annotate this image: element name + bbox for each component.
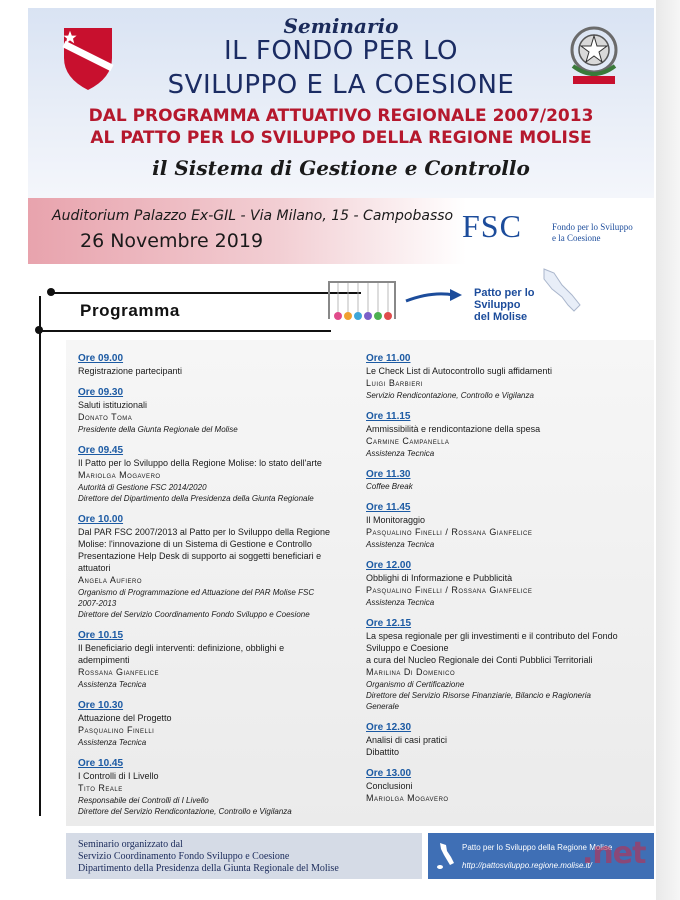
program-description: Le Check List di Autocontrollo sugli affidamenti xyxy=(366,366,552,376)
program-description: Il Monitoraggio xyxy=(366,515,426,525)
program-description: I Controlli di I Livello xyxy=(78,771,159,781)
program-speaker: Marilina Di Domenico xyxy=(366,667,456,677)
program-time: Ore 12.00 xyxy=(366,560,412,571)
program-role: Assistenza Tecnica xyxy=(78,738,147,747)
venue-band xyxy=(28,198,654,264)
program-time: Ore 11.45 xyxy=(366,502,411,513)
program-description: Sviluppo e Coesione xyxy=(366,643,449,653)
program-heading: Programma xyxy=(80,301,180,320)
poster-header xyxy=(28,8,654,198)
program-role: Coffee Break xyxy=(366,482,413,491)
program-role: Assistenza Tecnica xyxy=(366,449,435,458)
program-time: Ore 10.45 xyxy=(78,758,124,769)
program-speaker: Rossana Gianfelice xyxy=(78,667,160,677)
program-item xyxy=(366,767,651,805)
organizer-line1: Seminario organizzato dal xyxy=(78,839,183,850)
poster-subtitle-line1: DAL PROGRAMMA ATTUATIVO REGIONALE 2007/2013 xyxy=(88,106,594,126)
program-description: Attuazione del Progetto xyxy=(78,713,172,723)
program-role: Generale xyxy=(366,702,399,711)
program-item xyxy=(366,468,651,492)
program-role: Assistenza Tecnica xyxy=(366,598,435,607)
program-item xyxy=(366,721,651,758)
program-item xyxy=(366,410,651,459)
program-role: Organismo di Programmazione ed Attuazione del PAR Molise FSC xyxy=(78,588,315,597)
program-time: Ore 10.00 xyxy=(78,514,124,525)
newtons-cradle-graphic xyxy=(322,265,602,327)
program-role: Assistenza Tecnica xyxy=(78,680,147,689)
program-description: Molise: l'innovazione di un Sistema di Gestione e Controllo xyxy=(78,539,312,549)
program-description: adempimenti xyxy=(78,655,130,665)
program-item xyxy=(78,513,363,620)
program-role: Direttore del Servizio Coordinamento Fondo Sviluppo e Coesione xyxy=(78,610,310,619)
program-column-left xyxy=(78,352,363,826)
program-role: Autorità di Gestione FSC 2014/2020 xyxy=(78,483,207,492)
timeline-line xyxy=(39,296,41,816)
program-speaker: Carmine Campanella xyxy=(366,436,450,446)
program-speaker: Luigi Barbieri xyxy=(366,378,423,388)
watermark-logo: .net xyxy=(582,836,646,871)
timeline-dot xyxy=(35,326,43,334)
program-time: Ore 11.00 xyxy=(366,353,411,364)
program-description: Dibattito xyxy=(366,747,400,757)
page-edge xyxy=(656,0,680,900)
program-description: La spesa regionale per gli investimenti e il contributo del Fondo xyxy=(366,631,618,641)
program-description: Registrazione partecipanti xyxy=(78,366,183,376)
program-speaker: Mariolga Mogavero xyxy=(366,793,449,803)
program-item xyxy=(78,352,363,377)
fsc-logo-text: FSC xyxy=(462,208,522,244)
patto-banner xyxy=(322,265,602,327)
divider-heading xyxy=(39,330,331,332)
website-url-link[interactable]: http://pattosviluppo.regione.molise.it/ xyxy=(462,861,592,870)
seminar-kicker: Seminario xyxy=(283,14,399,38)
fsc-logo-subtitle xyxy=(552,222,633,244)
program-item xyxy=(366,559,651,608)
program-item xyxy=(78,444,363,504)
program-description: Dal PAR FSC 2007/2013 al Patto per lo Sviluppo della Regione xyxy=(78,527,330,537)
program-speaker: Pasqualino Finelli / Rossana Gianfelice xyxy=(366,527,533,537)
program-description: a cura del Nucleo Regionale dei Conti Pubblici Territoriali xyxy=(366,655,593,665)
organizer-line3: Dipartimento della Presidenza della Giunta Regionale del Molise xyxy=(78,863,339,874)
program-speaker: Pasqualino Finelli xyxy=(78,725,155,735)
program-description: Saluti istituzionali xyxy=(78,400,148,410)
program-time: Ore 12.30 xyxy=(366,722,412,733)
program-time: Ore 09.00 xyxy=(78,353,124,364)
program-speaker: Tito Reale xyxy=(78,783,123,793)
event-date: 26 Novembre 2019 xyxy=(80,230,264,252)
program-time: Ore 10.30 xyxy=(78,700,124,711)
program-time: Ore 09.45 xyxy=(78,445,124,456)
poster-title-line2: SVILUPPO E LA COESIONE xyxy=(167,70,515,100)
program-description: Presentazione Help Desk di supporto ai soggetti beneficiari e xyxy=(78,551,322,561)
program-item xyxy=(78,699,363,748)
program-time: Ore 10.15 xyxy=(78,630,124,641)
divider-dot xyxy=(47,288,55,296)
banner-line2: Sviluppo xyxy=(474,299,521,311)
program-role: Servizio Rendicontazione, Controllo e Vigilanza xyxy=(366,391,534,400)
program-item xyxy=(366,501,651,550)
program-item xyxy=(78,629,363,690)
program-role: Direttore del Servizio Rendicontazione, Controllo e Vigilanza xyxy=(78,807,292,816)
banner-line1: Patto per lo xyxy=(474,287,535,299)
program-description: Obblighi di Informazione e Pubblicità xyxy=(366,573,513,583)
program-column-right xyxy=(366,352,651,814)
program-role: Assistenza Tecnica xyxy=(366,540,435,549)
program-role: 2007-2013 xyxy=(78,599,117,608)
program-item xyxy=(78,386,363,435)
program-speaker: Angela Aufiero xyxy=(78,575,143,585)
program-description: Ammissibilità e rendicontazione della spesa xyxy=(366,424,541,434)
program-speaker: Donato Toma xyxy=(78,412,133,422)
program-item xyxy=(78,757,363,817)
patto-banner-label xyxy=(474,287,535,323)
program-role: Direttore del Dipartimento della Presidenza della Giunta Regionale xyxy=(78,494,314,503)
fsc-logo xyxy=(462,208,638,256)
program-time: Ore 13.00 xyxy=(366,768,412,779)
program-item xyxy=(366,352,651,401)
program-speaker: Mariolga Mogavero xyxy=(78,470,161,480)
poster-title-line1: IL FONDO PER LO xyxy=(224,36,458,66)
program-role: Responsabile dei Controlli di I Livello xyxy=(78,796,209,805)
program-role: Direttore del Servizio Risorse Finanziarie, Bilancio e Ragioneria xyxy=(366,691,591,700)
program-description: Il Beneficiario degli interventi: definizione, obblighi e xyxy=(78,643,285,653)
fsc-sub-line2: e la Coesione xyxy=(552,233,601,243)
program-item xyxy=(366,617,651,712)
program-time: Ore 09.30 xyxy=(78,387,124,398)
program-time: Ore 11.30 xyxy=(366,469,411,480)
website-title: Patto per lo Sviluppo della Regione Molise xyxy=(462,843,613,852)
banner-line3: del Molise xyxy=(474,311,528,323)
venue-address: Auditorium Palazzo Ex-GIL - Via Milano, 15 - Campobasso xyxy=(52,208,454,224)
program-description: Conclusioni xyxy=(366,781,413,791)
organizer-line2: Servizio Coordinamento Fondo Sviluppo e Coesione xyxy=(78,851,290,862)
divider-top xyxy=(51,292,361,294)
system-tagline: il Sistema di Gestione e Controllo xyxy=(152,156,530,180)
program-time: Ore 11.15 xyxy=(366,411,411,422)
program-speaker: Pasqualino Finelli / Rossana Gianfelice xyxy=(366,585,533,595)
program-description: attuatori xyxy=(78,563,111,573)
program-description: Il Patto per lo Sviluppo della Regione Molise: lo stato dell'arte xyxy=(78,458,322,468)
organizer-box xyxy=(66,833,422,879)
program-time: Ore 12.15 xyxy=(366,618,412,629)
program-description: Analisi di casi pratici xyxy=(366,735,448,745)
program-role: Presidente della Giunta Regionale del Molise xyxy=(78,425,238,434)
poster-subtitle-line2: AL PATTO PER LO SVILUPPO DELLA REGIONE MOLISE xyxy=(90,128,592,148)
italy-map-icon xyxy=(434,841,456,873)
fsc-sub-line1: Fondo per lo Sviluppo xyxy=(552,222,633,232)
program-role: Organismo di Certificazione xyxy=(366,680,465,689)
